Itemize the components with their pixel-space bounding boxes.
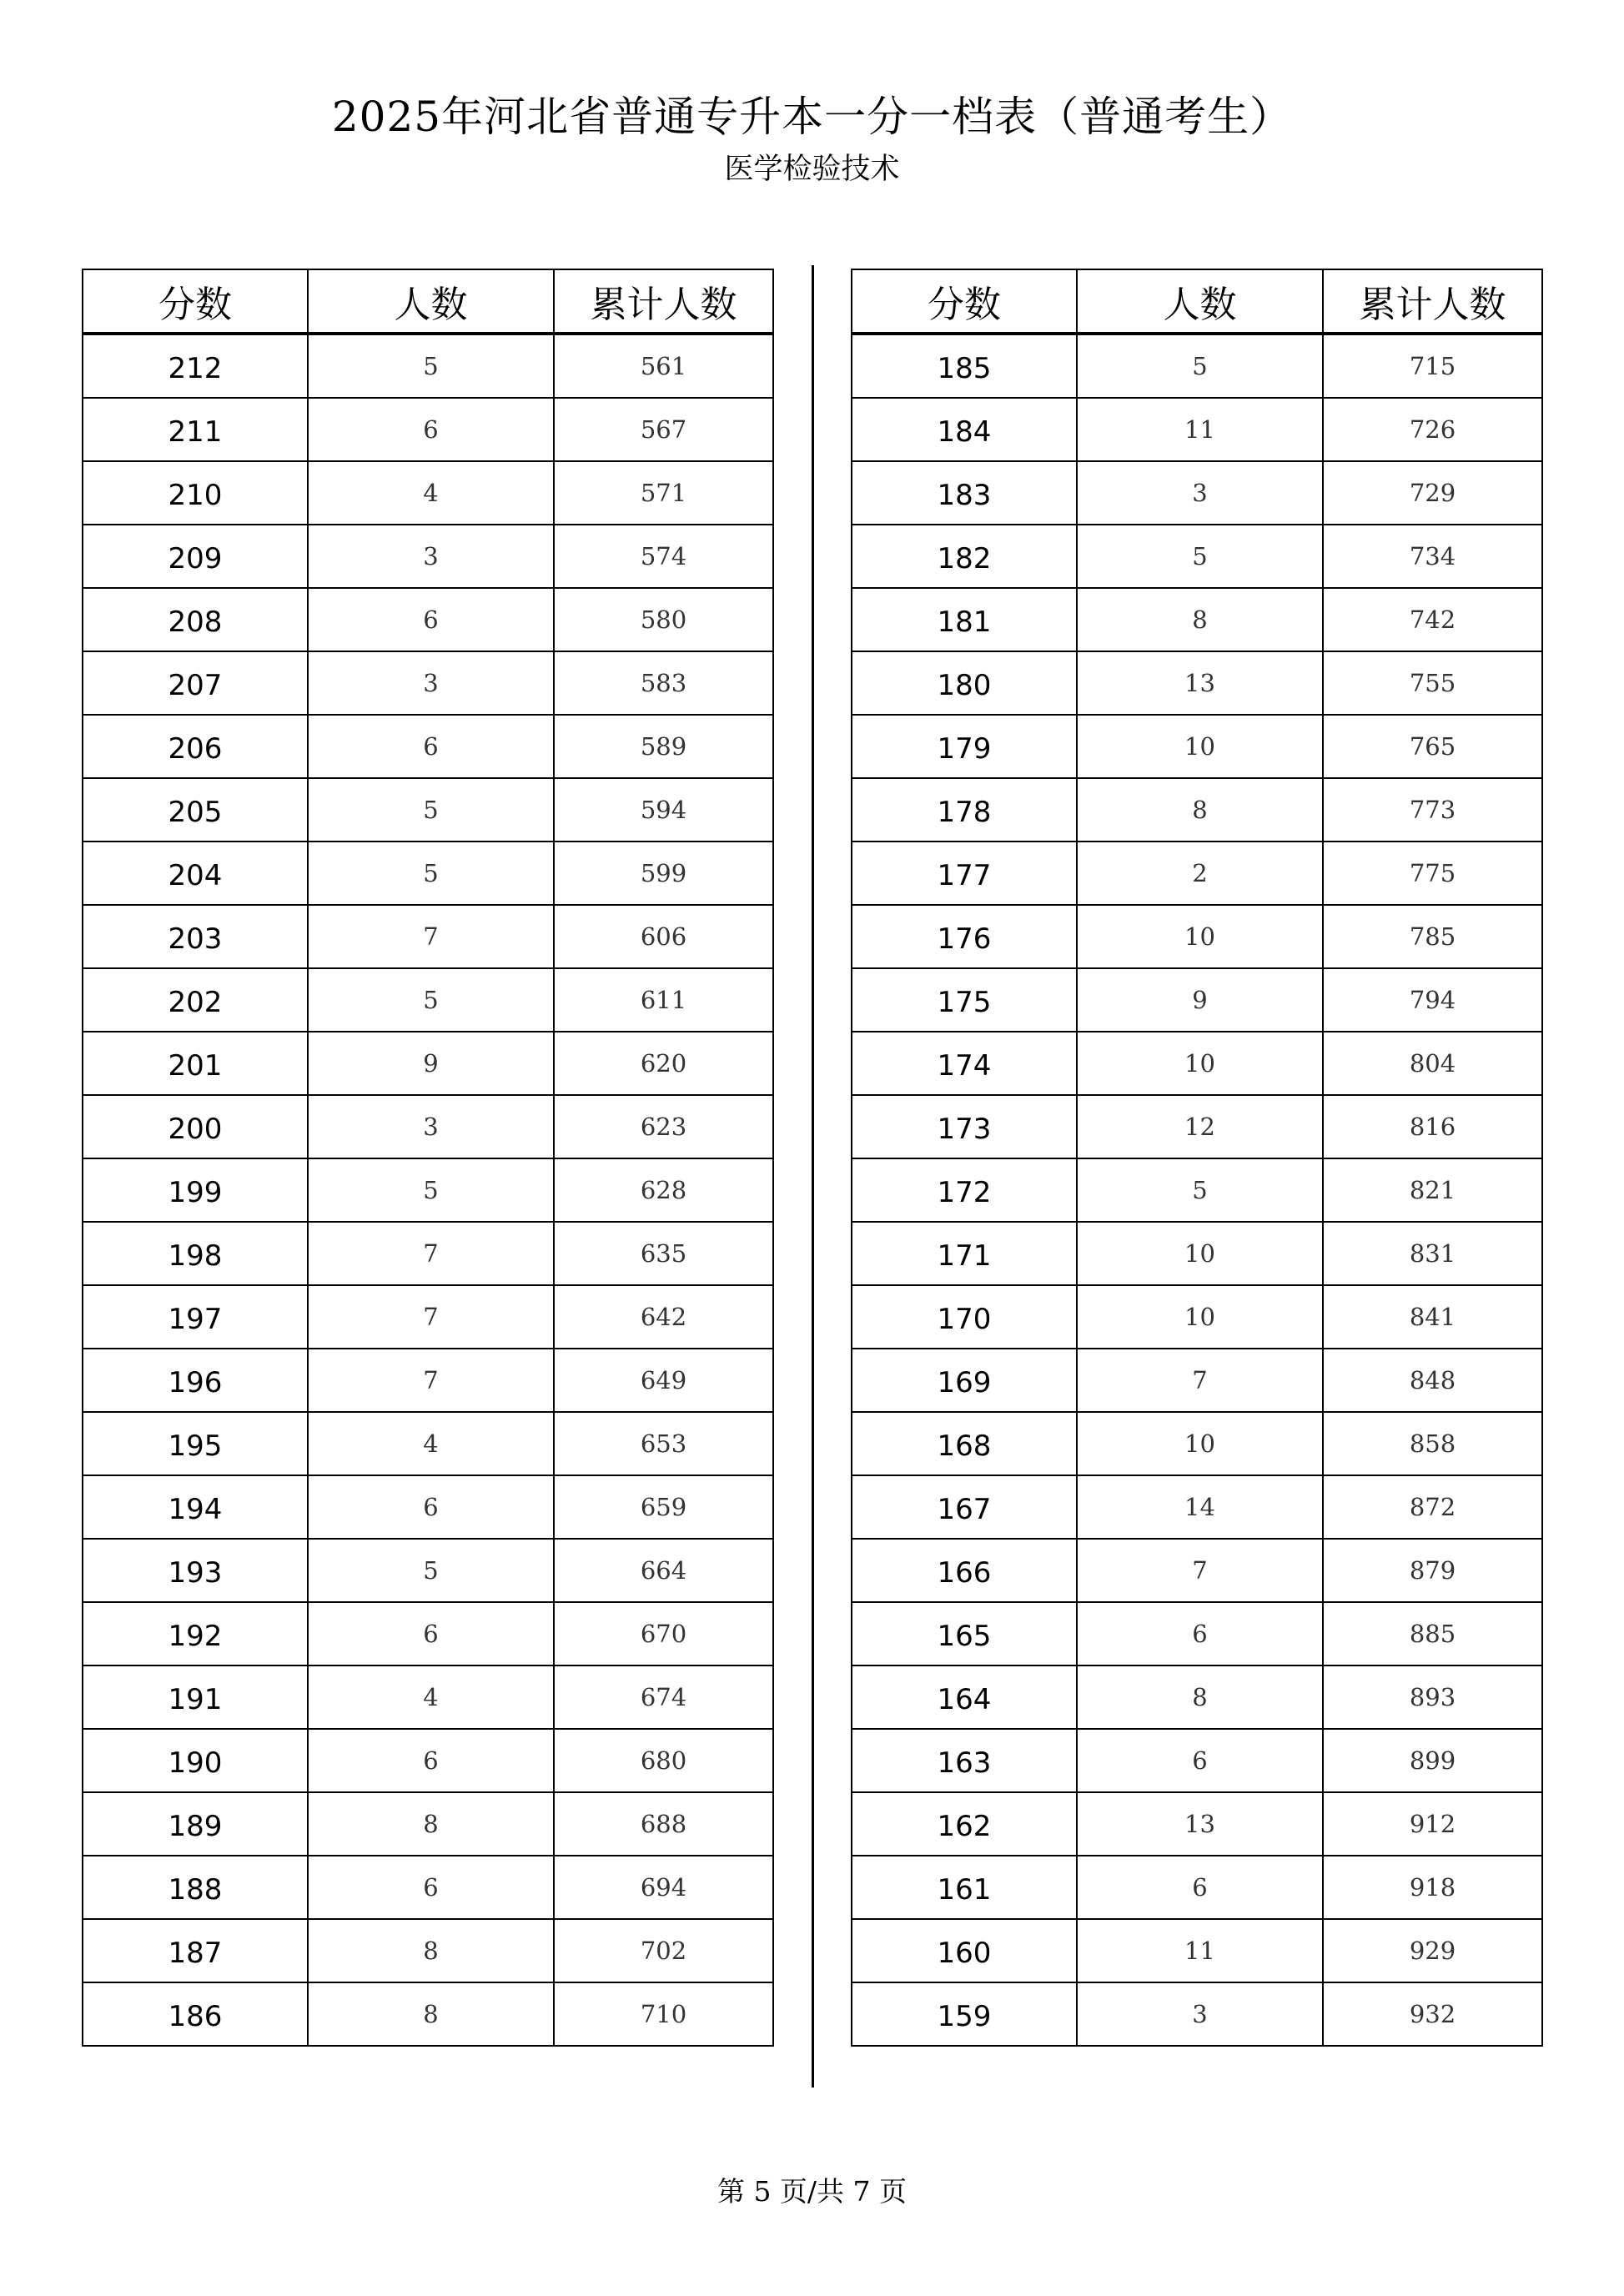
table-row (852, 651, 1542, 715)
score-cell: 172 (852, 1158, 1077, 1222)
cumulative-cell: 765 (1323, 715, 1542, 778)
table-row (83, 651, 773, 715)
score-table-right-body (852, 334, 1542, 2046)
score-cell: 211 (83, 398, 308, 461)
table-row (83, 1222, 773, 1285)
count-cell: 5 (1077, 334, 1323, 398)
cumulative-cell: 821 (1323, 1158, 1542, 1222)
table-row (852, 525, 1542, 588)
cumulative-cell: 858 (1323, 1412, 1542, 1475)
cumulative-cell: 702 (554, 1919, 773, 1982)
score-cell: 200 (83, 1095, 308, 1158)
cumulative-cell: 912 (1323, 1792, 1542, 1856)
table-row (852, 842, 1542, 905)
count-cell: 13 (1077, 651, 1323, 715)
score-cell: 194 (83, 1475, 308, 1539)
score-cell: 191 (83, 1665, 308, 1729)
cumulative-cell: 642 (554, 1285, 773, 1349)
table-row (83, 1919, 773, 1982)
header-cumulative: 累计人数 (554, 269, 773, 334)
cumulative-cell: 653 (554, 1412, 773, 1475)
count-cell: 3 (308, 525, 554, 588)
score-cell: 177 (852, 842, 1077, 905)
cumulative-cell: 932 (1323, 1982, 1542, 2046)
count-cell: 6 (1077, 1856, 1323, 1919)
cumulative-cell: 804 (1323, 1032, 1542, 1095)
count-cell: 4 (308, 461, 554, 525)
table-row (83, 461, 773, 525)
cumulative-cell: 794 (1323, 968, 1542, 1032)
score-cell: 201 (83, 1032, 308, 1095)
table-row (852, 1602, 1542, 1665)
score-cell: 175 (852, 968, 1077, 1032)
score-cell: 199 (83, 1158, 308, 1222)
count-cell: 10 (1077, 1032, 1323, 1095)
table-row (852, 1412, 1542, 1475)
score-cell: 198 (83, 1222, 308, 1285)
cumulative-cell: 841 (1323, 1285, 1542, 1349)
table-row (83, 715, 773, 778)
count-cell: 11 (1077, 398, 1323, 461)
score-cell: 167 (852, 1475, 1077, 1539)
score-cell: 187 (83, 1919, 308, 1982)
score-cell: 161 (852, 1856, 1077, 1919)
score-cell: 202 (83, 968, 308, 1032)
count-cell: 12 (1077, 1095, 1323, 1158)
score-cell: 189 (83, 1792, 308, 1856)
cumulative-cell: 571 (554, 461, 773, 525)
count-cell: 8 (1077, 588, 1323, 651)
count-cell: 10 (1077, 1412, 1323, 1475)
table-row (852, 1032, 1542, 1095)
count-cell: 7 (1077, 1349, 1323, 1412)
cumulative-cell: 611 (554, 968, 773, 1032)
table-row (83, 1032, 773, 1095)
cumulative-cell: 729 (1323, 461, 1542, 525)
table-row (852, 334, 1542, 398)
cumulative-cell: 899 (1323, 1729, 1542, 1792)
count-cell: 14 (1077, 1475, 1323, 1539)
count-cell: 3 (1077, 1982, 1323, 2046)
cumulative-cell: 710 (554, 1982, 773, 2046)
count-cell: 6 (1077, 1729, 1323, 1792)
table-row (83, 1539, 773, 1602)
count-cell: 6 (308, 715, 554, 778)
score-cell: 208 (83, 588, 308, 651)
count-cell: 3 (308, 651, 554, 715)
cumulative-cell: 670 (554, 1602, 773, 1665)
count-cell: 8 (1077, 778, 1323, 842)
cumulative-cell: 664 (554, 1539, 773, 1602)
score-cell: 179 (852, 715, 1077, 778)
table-row (83, 1158, 773, 1222)
count-cell: 10 (1077, 1285, 1323, 1349)
score-table-left-body (83, 334, 773, 2046)
header-cumulative: 累计人数 (1323, 269, 1542, 334)
count-cell: 11 (1077, 1919, 1323, 1982)
score-cell: 196 (83, 1349, 308, 1412)
cumulative-cell: 773 (1323, 778, 1542, 842)
table-row (83, 1349, 773, 1412)
count-cell: 5 (308, 1158, 554, 1222)
table-row (852, 461, 1542, 525)
cumulative-cell: 831 (1323, 1222, 1542, 1285)
score-cell: 192 (83, 1602, 308, 1665)
score-cell: 184 (852, 398, 1077, 461)
table-row (83, 588, 773, 651)
cumulative-cell: 659 (554, 1475, 773, 1539)
cumulative-cell: 567 (554, 398, 773, 461)
count-cell: 6 (308, 1475, 554, 1539)
score-cell: 181 (852, 588, 1077, 651)
table-row (852, 1158, 1542, 1222)
table-row (83, 1095, 773, 1158)
score-cell: 162 (852, 1792, 1077, 1856)
count-cell: 10 (1077, 1222, 1323, 1285)
cumulative-cell: 628 (554, 1158, 773, 1222)
table-row (852, 1856, 1542, 1919)
count-cell: 6 (1077, 1602, 1323, 1665)
count-cell: 6 (308, 588, 554, 651)
table-row (83, 1602, 773, 1665)
score-cell: 185 (852, 334, 1077, 398)
score-cell: 206 (83, 715, 308, 778)
cumulative-cell: 848 (1323, 1349, 1542, 1412)
cumulative-cell: 893 (1323, 1665, 1542, 1729)
cumulative-cell: 726 (1323, 398, 1542, 461)
cumulative-cell: 742 (1323, 588, 1542, 651)
count-cell: 3 (1077, 461, 1323, 525)
score-cell: 180 (852, 651, 1077, 715)
table-row (83, 1665, 773, 1729)
count-cell: 6 (308, 398, 554, 461)
count-cell: 6 (308, 1729, 554, 1792)
cumulative-cell: 594 (554, 778, 773, 842)
count-cell: 9 (308, 1032, 554, 1095)
cumulative-cell: 734 (1323, 525, 1542, 588)
table-row (852, 1729, 1542, 1792)
score-cell: 160 (852, 1919, 1077, 1982)
table-row (83, 1285, 773, 1349)
cumulative-cell: 785 (1323, 905, 1542, 968)
count-cell: 5 (308, 334, 554, 398)
table-row (852, 1095, 1542, 1158)
count-cell: 10 (1077, 905, 1323, 968)
score-cell: 203 (83, 905, 308, 968)
count-cell: 5 (308, 842, 554, 905)
table-row (83, 1792, 773, 1856)
count-cell: 5 (308, 778, 554, 842)
table-row (852, 1539, 1542, 1602)
cumulative-cell: 929 (1323, 1919, 1542, 1982)
cumulative-cell: 583 (554, 651, 773, 715)
table-row (83, 1729, 773, 1792)
count-cell: 4 (308, 1665, 554, 1729)
score-cell: 183 (852, 461, 1077, 525)
major-subtitle: 医学检验技术 (724, 153, 900, 186)
table-row (83, 1856, 773, 1919)
table-row (852, 1349, 1542, 1412)
table-row (852, 1475, 1542, 1539)
table-row (852, 1792, 1542, 1856)
count-cell: 5 (308, 968, 554, 1032)
cumulative-cell: 580 (554, 588, 773, 651)
score-cell: 178 (852, 778, 1077, 842)
count-cell: 7 (308, 1222, 554, 1285)
cumulative-cell: 879 (1323, 1539, 1542, 1602)
score-cell: 204 (83, 842, 308, 905)
count-cell: 7 (1077, 1539, 1323, 1602)
cumulative-cell: 872 (1323, 1475, 1542, 1539)
table-header-row (852, 269, 1542, 334)
cumulative-cell: 574 (554, 525, 773, 588)
count-cell: 7 (308, 1349, 554, 1412)
page-title: 2025年河北省普通专升本一分一档表（普通考生） (331, 93, 1293, 141)
score-cell: 168 (852, 1412, 1077, 1475)
table-row (83, 398, 773, 461)
cumulative-cell: 674 (554, 1665, 773, 1729)
column-divider (812, 265, 814, 2088)
count-cell: 4 (308, 1412, 554, 1475)
cumulative-cell: 599 (554, 842, 773, 905)
score-cell: 171 (852, 1222, 1077, 1285)
score-table-right (851, 269, 1543, 2047)
score-cell: 174 (852, 1032, 1077, 1095)
count-cell: 5 (1077, 525, 1323, 588)
table-row (852, 1222, 1542, 1285)
score-cell: 164 (852, 1665, 1077, 1729)
count-cell: 8 (308, 1919, 554, 1982)
cumulative-cell: 606 (554, 905, 773, 968)
score-table-left (82, 269, 774, 2047)
count-cell: 8 (308, 1982, 554, 2046)
header-count: 人数 (308, 269, 554, 334)
score-cell: 195 (83, 1412, 308, 1475)
table-header-row (83, 269, 773, 334)
table-row (852, 1982, 1542, 2046)
header-score: 分数 (852, 269, 1077, 334)
count-cell: 2 (1077, 842, 1323, 905)
table-row (852, 778, 1542, 842)
count-cell: 6 (308, 1602, 554, 1665)
table-row (83, 1412, 773, 1475)
score-cell: 193 (83, 1539, 308, 1602)
score-cell: 207 (83, 651, 308, 715)
score-cell: 190 (83, 1729, 308, 1792)
score-cell: 197 (83, 1285, 308, 1349)
header-count: 人数 (1077, 269, 1323, 334)
cumulative-cell: 635 (554, 1222, 773, 1285)
count-cell: 9 (1077, 968, 1323, 1032)
cumulative-cell: 688 (554, 1792, 773, 1856)
table-row (852, 1665, 1542, 1729)
score-cell: 173 (852, 1095, 1077, 1158)
score-cell: 165 (852, 1602, 1077, 1665)
cumulative-cell: 623 (554, 1095, 773, 1158)
cumulative-cell: 918 (1323, 1856, 1542, 1919)
cumulative-cell: 775 (1323, 842, 1542, 905)
cumulative-cell: 620 (554, 1032, 773, 1095)
table-row (852, 1285, 1542, 1349)
score-cell: 205 (83, 778, 308, 842)
table-row (83, 778, 773, 842)
cumulative-cell: 694 (554, 1856, 773, 1919)
count-cell: 7 (308, 905, 554, 968)
count-cell: 5 (1077, 1158, 1323, 1222)
header-score: 分数 (83, 269, 308, 334)
score-cell: 166 (852, 1539, 1077, 1602)
page-footer: 第 5 页/共 7 页 (716, 2175, 908, 2208)
cumulative-cell: 715 (1323, 334, 1542, 398)
table-row (83, 525, 773, 588)
table-row (83, 1982, 773, 2046)
count-cell: 7 (308, 1285, 554, 1349)
table-row (852, 1919, 1542, 1982)
score-cell: 186 (83, 1982, 308, 2046)
cumulative-cell: 885 (1323, 1602, 1542, 1665)
count-cell: 3 (308, 1095, 554, 1158)
score-cell: 188 (83, 1856, 308, 1919)
cumulative-cell: 649 (554, 1349, 773, 1412)
count-cell: 13 (1077, 1792, 1323, 1856)
table-row (83, 1475, 773, 1539)
cumulative-cell: 561 (554, 334, 773, 398)
score-cell: 212 (83, 334, 308, 398)
score-cell: 209 (83, 525, 308, 588)
cumulative-cell: 816 (1323, 1095, 1542, 1158)
count-cell: 8 (1077, 1665, 1323, 1729)
score-cell: 163 (852, 1729, 1077, 1792)
table-row (852, 968, 1542, 1032)
count-cell: 8 (308, 1792, 554, 1856)
table-row (852, 398, 1542, 461)
table-row (83, 905, 773, 968)
score-cell: 176 (852, 905, 1077, 968)
table-row (852, 905, 1542, 968)
table-row (83, 334, 773, 398)
cumulative-cell: 755 (1323, 651, 1542, 715)
table-row (852, 715, 1542, 778)
score-cell: 170 (852, 1285, 1077, 1349)
count-cell: 5 (308, 1539, 554, 1602)
cumulative-cell: 680 (554, 1729, 773, 1792)
count-cell: 6 (308, 1856, 554, 1919)
cumulative-cell: 589 (554, 715, 773, 778)
count-cell: 10 (1077, 715, 1323, 778)
score-cell: 182 (852, 525, 1077, 588)
score-cell: 169 (852, 1349, 1077, 1412)
table-row (83, 968, 773, 1032)
table-row (852, 588, 1542, 651)
table-row (83, 842, 773, 905)
score-cell: 159 (852, 1982, 1077, 2046)
score-cell: 210 (83, 461, 308, 525)
